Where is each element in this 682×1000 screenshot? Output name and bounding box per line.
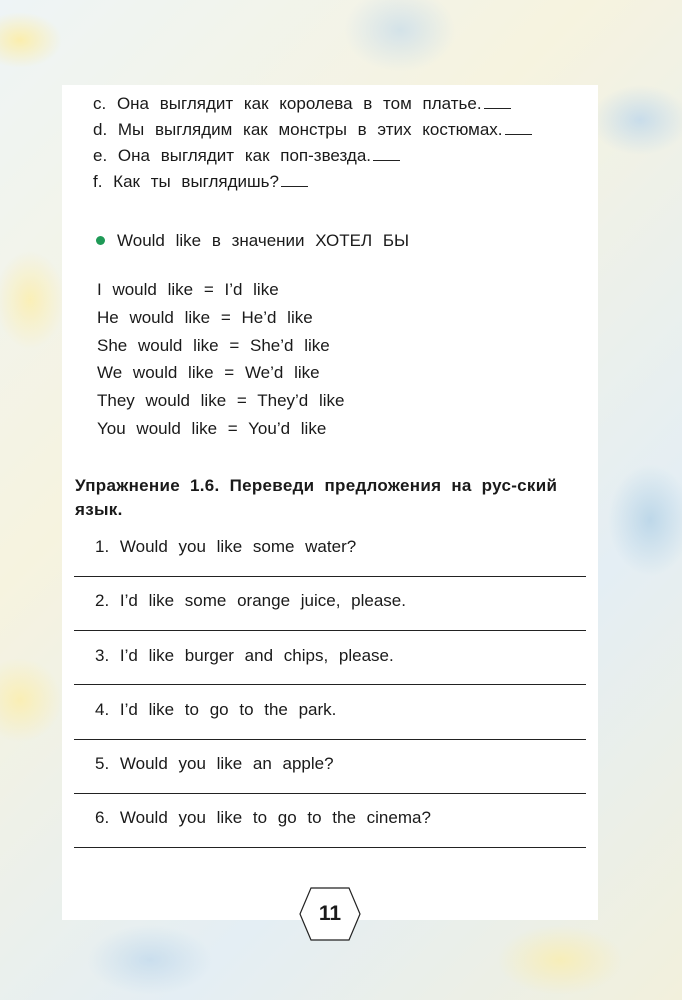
- answer-line[interactable]: [74, 793, 586, 794]
- exercise-item: 3. I’d like burger and chips, please.: [95, 646, 394, 665]
- grammar-form: He would like = He’d like: [97, 308, 313, 327]
- grammar-form: I would like = I’d like: [97, 280, 279, 299]
- answer-line[interactable]: [74, 739, 586, 740]
- exercise-item: 5. Would you like an apple?: [95, 754, 334, 773]
- grammar-form: She would like = She’d like: [97, 336, 330, 355]
- russian-sentence-f: f. Как ты выглядишь?: [93, 172, 308, 192]
- answer-blank[interactable]: [373, 146, 400, 161]
- answer-line[interactable]: [74, 847, 586, 848]
- russian-sentence-c: c. Она выглядит как королева в том платье.: [93, 94, 511, 114]
- page-number: 11: [318, 902, 342, 925]
- page-number-badge: [299, 886, 361, 942]
- grammar-form: You would like = You’d like: [97, 419, 327, 438]
- answer-line[interactable]: [74, 684, 586, 685]
- exercise-item: 1. Would you like some water?: [95, 537, 357, 556]
- answer-blank[interactable]: [281, 172, 308, 187]
- russian-sentence-e: e. Она выглядит как поп-звезда.: [93, 146, 400, 166]
- answer-blank[interactable]: [505, 120, 532, 135]
- russian-sentence-d: d. Мы выглядим как монстры в этих костюмах.: [93, 120, 532, 140]
- grammar-title: Would like в значении ХОТЕЛ БЫ: [117, 231, 410, 250]
- green-bullet-icon: [96, 236, 105, 245]
- answer-line[interactable]: [74, 576, 586, 577]
- exercise-item: 4. I’d like to go to the park.: [95, 700, 337, 719]
- grammar-form: We would like = We’d like: [97, 363, 320, 382]
- grammar-form: They would like = They’d like: [97, 391, 345, 410]
- answer-blank[interactable]: [484, 94, 511, 109]
- answer-line[interactable]: [74, 630, 586, 631]
- exercise-item: 2. I’d like some orange juice, please.: [95, 591, 406, 610]
- exercise-heading: Упражнение 1.6. Переведи предложения на рус-ский язык.: [75, 476, 558, 519]
- exercise-item: 6. Would you like to go to the cinema?: [95, 808, 431, 827]
